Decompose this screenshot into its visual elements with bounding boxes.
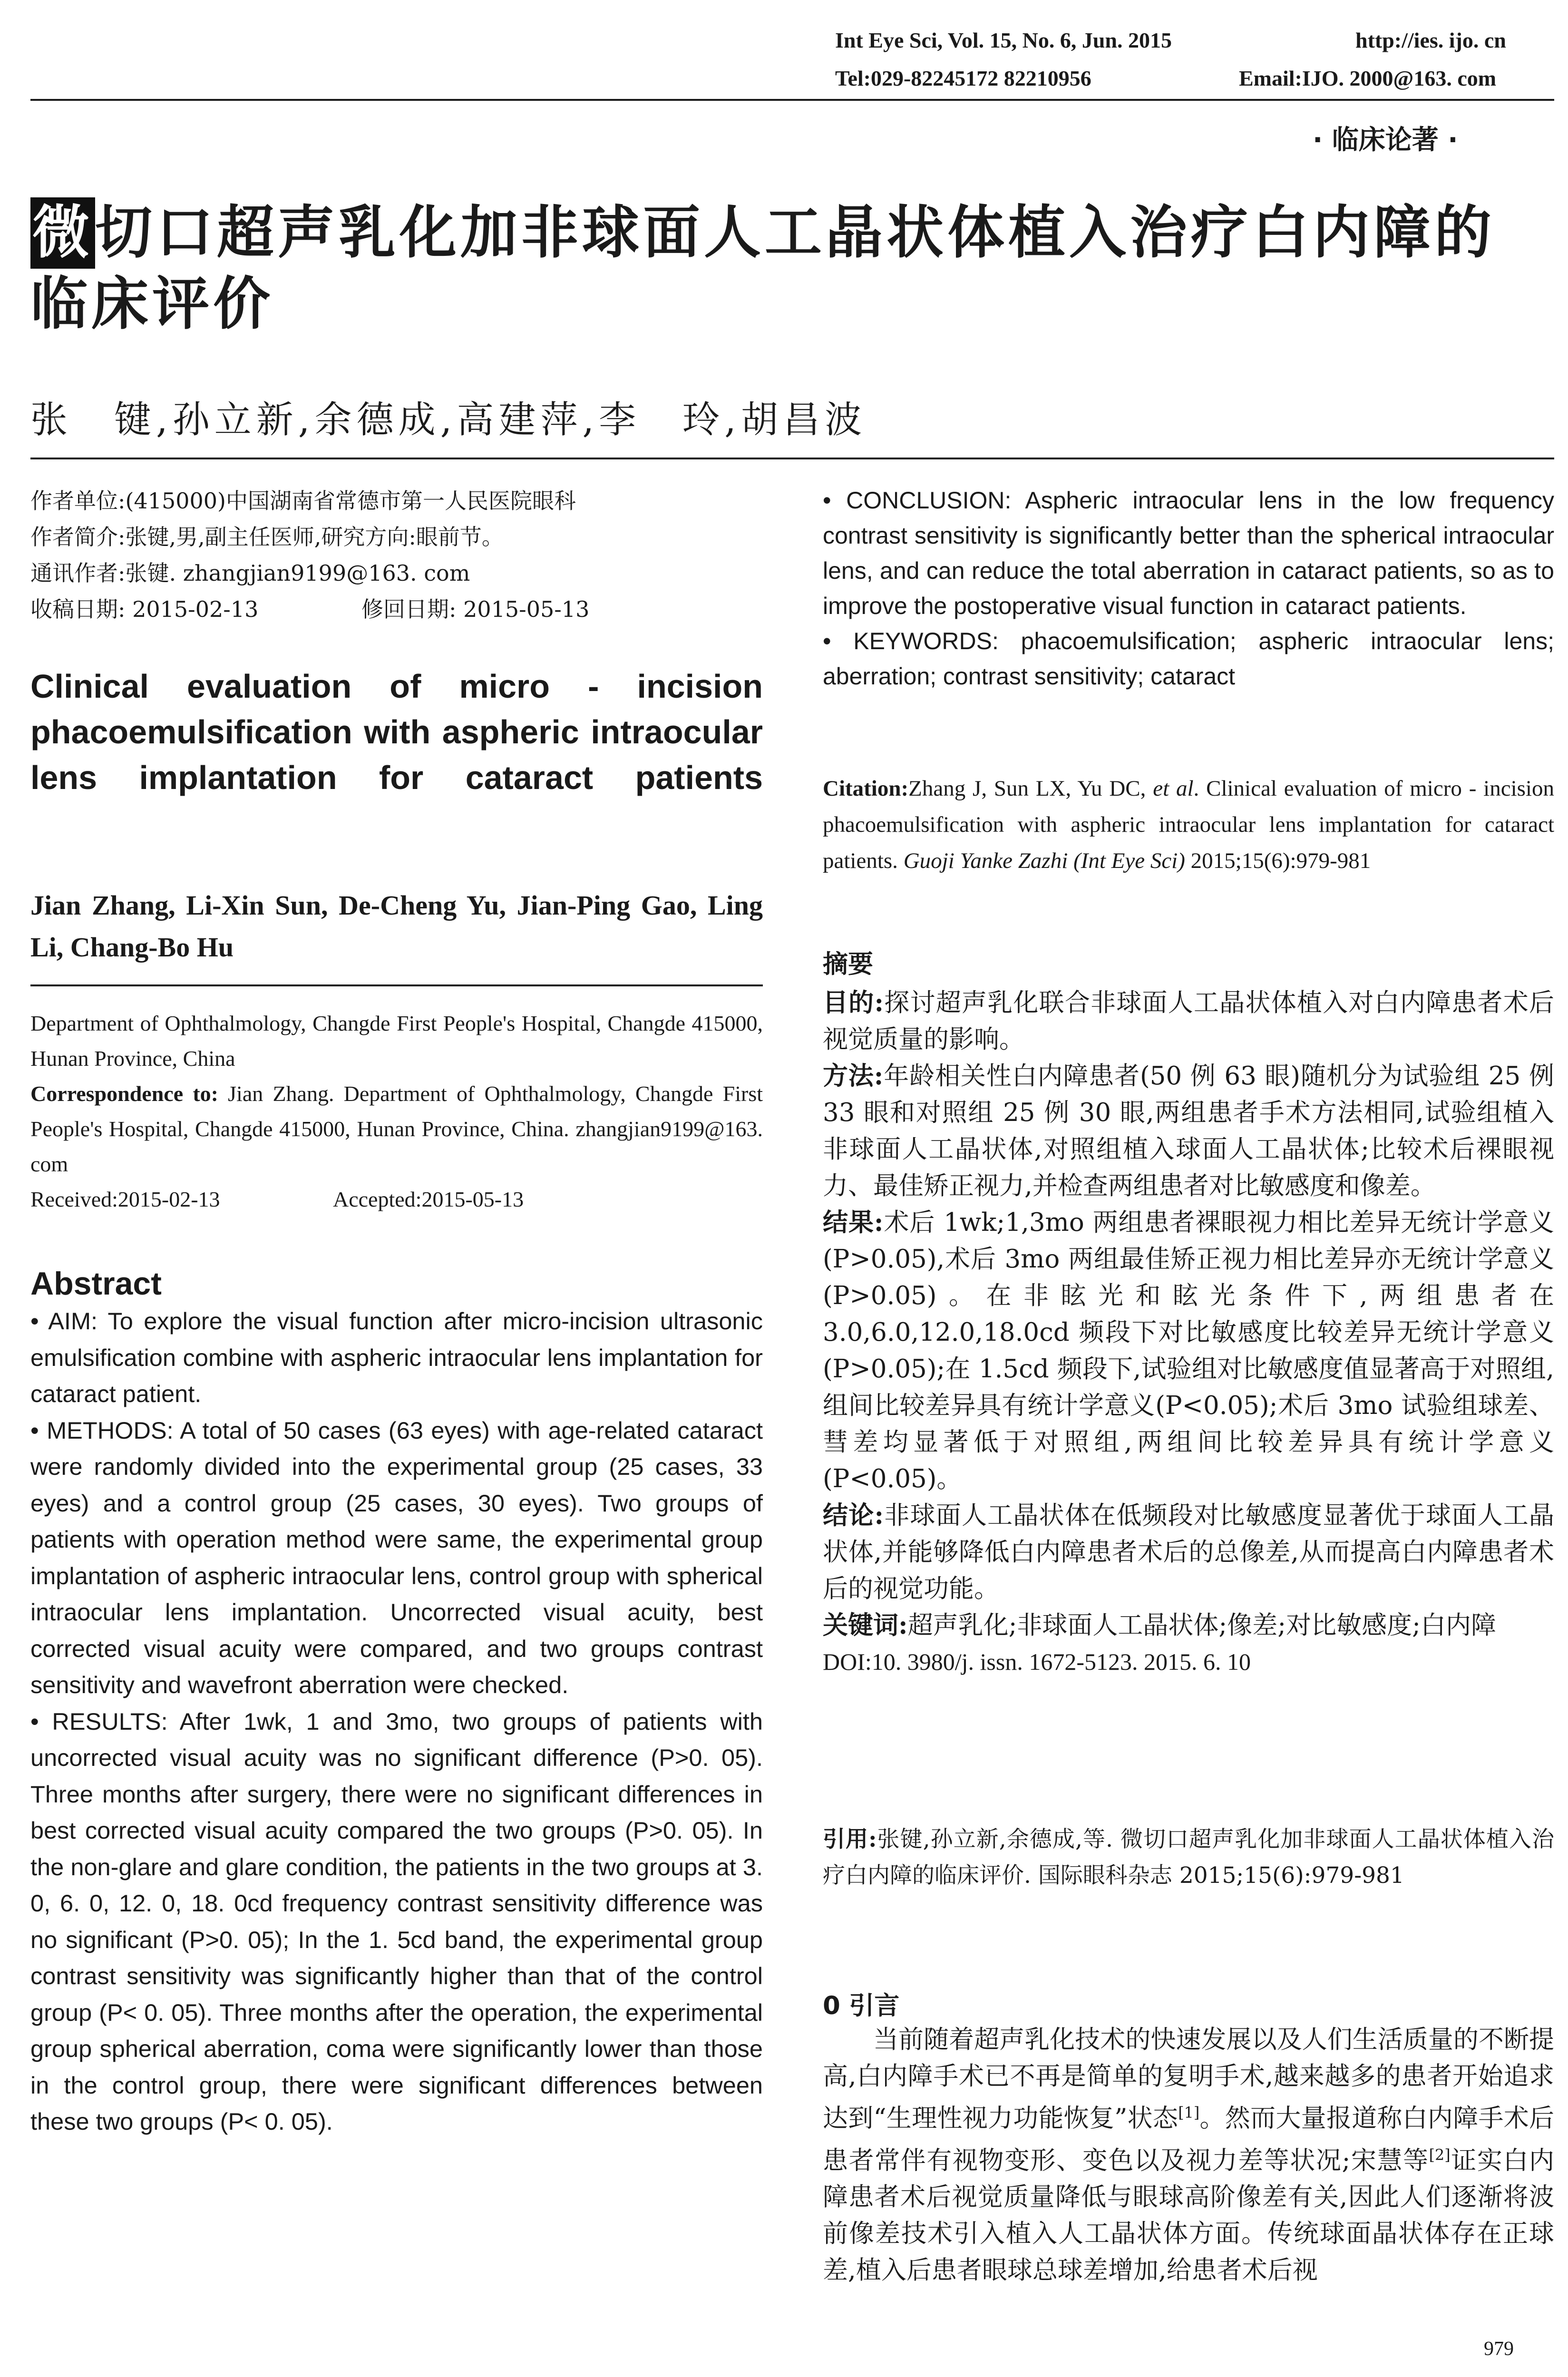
- affiliation-cn: 作者单位:(415000)中国湖南省常德市第一人民医院眼科: [30, 488, 576, 514]
- intro-paragraph: [823, 2021, 1554, 2289]
- intro-text-b: 。然而大量报道称白内障手术后患者常伴有视物变形、变色以及视力差等状况;宋慧等: [823, 2104, 1554, 2175]
- intro-body: [823, 2021, 1554, 2289]
- aim-cn-text: 探讨超声乳化联合非球面人工晶状体植入对白内障患者术后视觉质量的影响。: [823, 988, 1554, 1054]
- ref-1[interactable]: [1]: [1178, 2104, 1200, 2122]
- conclusion-label: • CONCLUSION:: [823, 487, 1012, 514]
- abstract-aim: [30, 1303, 763, 1413]
- results-cn-text: 术后 1wk;1,3mo 两组患者裸眼视力相比差异无统计学意义(P>0.05),术后 3mo 两组最佳矫正视力相比差异亦无统计学意义(P>0.05)。在非眩光和眩光条件下,两组患者在 3.0,6.0,12.0,18.0cd 频段下对比敏感度比较差异无统计学意义(P>0.05);在 1.5cd 频段下,试验组对比敏感度值显著高于对照组,组间比较差异具有统计学意义(P<0.05);术后 3mo 试验组球差、彗差均显著低于对照组,两组间比较差异具有统计学意义(P<0.05)。: [823, 1208, 1554, 1493]
- correspondence-cn: 通讯作者:张键. zhangjian9199@163. com: [30, 560, 470, 586]
- aim-label: • AIM:: [30, 1307, 98, 1335]
- citation-en: [823, 770, 1554, 879]
- abstract-continued: [823, 483, 1554, 694]
- title-cn-rest: 切口超声乳化加非球面人工晶状体植入治疗白内障的临床评价: [30, 200, 1495, 337]
- intro-text-a: 当前随着超声乳化技术的快速发展以及人们生活质量的不断提高,白内障手术已不再是简单的复明手术,越来越多的患者开始追求达到“生理性视力功能恢复”状态: [823, 2025, 1554, 2133]
- results-text: After 1wk, 1 and 3mo, two groups of patients with uncorrected visual acuity was no significant difference (P>0. 05). Three months after surgery, there were no significant differences in best corrected visual acuity compared the two groups (P>0. 05). In the non-glare and glare condition, the patients in the two groups at 3. 0, 6. 0, 12. 0, 18. 0cd frequency contrast sensitivity difference was no significant (P>0. 05); In the 1. 5cd band, the experimental group contrast sensitivity was significantly higher than that of the control group (P< 0. 05). Three months after the operation, the experimental group spherical aberration, coma were significantly lower than those in the control group, there were significant differences between these two groups (P< 0. 05).: [30, 1707, 763, 2135]
- citation-authors: Zhang J, Sun LX, Yu DC,: [908, 776, 1153, 801]
- keywords-text: phacoemulsification; aspheric intraocular lens; aberration; contrast sensitivity; cataract: [823, 628, 1554, 690]
- methods-label: • METHODS:: [30, 1416, 174, 1444]
- abstract-results: [30, 1704, 763, 2140]
- abstract-cn-methods: [823, 1058, 1554, 1204]
- page-title-cn: [30, 197, 1543, 340]
- citation-et-al: et al: [1153, 776, 1194, 801]
- accepted-en: Accepted:2015-05-13: [333, 1187, 524, 1211]
- methods-cn-label: 方法:: [823, 1061, 884, 1091]
- abstract-cn-conclusion: [823, 1497, 1554, 1607]
- journal-email[interactable]: Email:IJO. 2000@163. com: [1239, 66, 1497, 90]
- correspondence-text: Jian Zhang. Department of Ophthalmology, Changde First People's Hospital, Changde 415000, Hunan Province, China. zhangjian9199@163. com: [30, 1081, 763, 1176]
- methods-cn-text: 年龄相关性白内障患者(50 例 63 眼)随机分为试验组 25 例 33 眼和对照组 25 例 30 眼,两组患者手术方法相同,试验组植入非球面人工晶状体,对照组植入球面人工晶状体;比较术后裸眼视力、最佳矫正视力,并检查两组患者对比敏感度和像差。: [823, 1062, 1554, 1200]
- correspondence-en: [30, 1076, 763, 1182]
- citation-cn: [823, 1822, 1554, 1894]
- page-title-en: Clinical evaluation of micro - incision phacoemulsification with aspheric intraocular lens implantation for cataract patients: [30, 668, 763, 796]
- results-label: • RESULTS:: [30, 1707, 168, 1735]
- page-number: 979: [1484, 2338, 1514, 2360]
- journal-tel: Tel:029-82245172 82210956: [835, 66, 1091, 90]
- title-first-char: 微: [30, 197, 95, 269]
- conclusion-text: Aspheric intraocular lens in the low frequency contrast sensitivity is significantly better than the spherical intraocular lens, and can reduce the total aberration in cataract patients, so as to improve the postoperative visual function in cataract patients.: [823, 487, 1554, 619]
- abstract-cn-results: [823, 1204, 1554, 1497]
- citation-label: Citation:: [823, 776, 909, 801]
- received-en: Received:2015-02-13: [30, 1187, 220, 1211]
- citation-volume: 2015;15(6):979-981: [1185, 848, 1371, 873]
- abstract-heading: Abstract: [30, 1266, 162, 1302]
- abstract-cn-aim: [823, 984, 1554, 1058]
- abstract-cn-body: [823, 984, 1554, 1680]
- citation-journal: Guoji Yanke Zazhi (Int Eye Sci): [903, 848, 1185, 873]
- abstract-cn-keywords: [823, 1607, 1554, 1644]
- authors-cn: 张 键,孙立新,余德成,高建萍,李 玲,胡昌波: [30, 399, 867, 441]
- received-cn: 收稿日期: 2015-02-13: [30, 596, 259, 622]
- abstract-conclusion: [823, 483, 1554, 623]
- abstract-body: [30, 1303, 763, 2140]
- citation-cn-label: 引用:: [823, 1826, 877, 1852]
- authors-en: Jian Zhang, Li-Xin Sun, De-Cheng Yu, Jian-Ping Gao, Ling Li, Chang-Bo Hu: [30, 890, 763, 963]
- correspondence-label: Correspondence to:: [30, 1081, 218, 1106]
- ref-2[interactable]: [2]: [1429, 2146, 1451, 2164]
- bio-cn: 作者简介:张键,男,副主任医师,研究方向:眼前节。: [30, 524, 504, 550]
- citation-cn-text: 张键,孙立新,余德成,等. 微切口超声乳化加非球面人工晶状体植入治疗白内障的临床评价. 国际眼科杂志 2015;15(6):979-981: [823, 1826, 1554, 1889]
- title-rule: [30, 458, 1554, 459]
- abstract-methods: [30, 1413, 763, 1704]
- aim-cn-label: 目的:: [823, 988, 884, 1017]
- methods-text: A total of 50 cases (63 eyes) with age-related cataract were randomly divided into the experimental group (25 cases, 33 eyes) and a control group (25 cases, 30 eyes). Two groups of patients with operation method were same, the experimental group implantation of aspheric intraocular lens, control group with spherical intraocular lens implantation. Uncorrected visual acuity, best corrected visual acuity were compared, and two groups contrast sensitivity and wavefront aberration were checked.: [30, 1416, 763, 1698]
- revised-cn: 修回日期: 2015-05-13: [361, 596, 590, 622]
- authors-rule: [30, 984, 763, 986]
- doi: DOI:10. 3980/j. issn. 1672-5123. 2015. 6. 10: [823, 1648, 1251, 1675]
- abstract-keywords: [823, 623, 1554, 694]
- abstract-cn-heading: 摘要: [823, 950, 873, 979]
- keywords-cn-label: 关键词:: [823, 1610, 908, 1640]
- section-label: · 临床论著 ·: [1313, 125, 1458, 156]
- intro-text-c: 证实白内障患者术后视觉质量降低与眼球高阶像差有关,因此人们逐渐将波前像差技术引入植入人工晶状体方面。传统球面晶状体存在正球差,植入后患者眼球总球差增加,给患者术后视: [823, 2146, 1555, 2285]
- citation-title: . Clinical evaluation of micro - incision phacoemulsification with aspheric intraocular lens implantation for cataract patients.: [823, 776, 1554, 873]
- intro-heading: 0 引言: [823, 1991, 900, 2020]
- department-en: Department of Ophthalmology, Changde First People's Hospital, Changde 415000, Hunan Province, China: [30, 1011, 763, 1071]
- keywords-label: • KEYWORDS:: [823, 628, 999, 654]
- aim-text: To explore the visual function after micro-incision ultrasonic emulsification combine with aspheric intraocular lens implantation for cataract patient.: [30, 1307, 763, 1407]
- conclusion-cn-label: 结论:: [823, 1500, 884, 1530]
- conclusion-cn-text: 非球面人工晶状体在低频段对比敏感度显著优于球面人工晶状体,并能够降低白内障患者术后的总像差,从而提高白内障患者术后的视觉功能。: [823, 1501, 1554, 1603]
- header-rule: [30, 99, 1554, 101]
- results-cn-label: 结果:: [823, 1208, 884, 1237]
- journal-info: Int Eye Sci, Vol. 15, No. 6, Jun. 2015: [835, 28, 1172, 52]
- journal-url[interactable]: http://ies. ijo. cn: [1355, 28, 1506, 52]
- keywords-cn-text: 超声乳化;非球面人工晶状体;像差;对比敏感度;白内障: [907, 1611, 1497, 1640]
